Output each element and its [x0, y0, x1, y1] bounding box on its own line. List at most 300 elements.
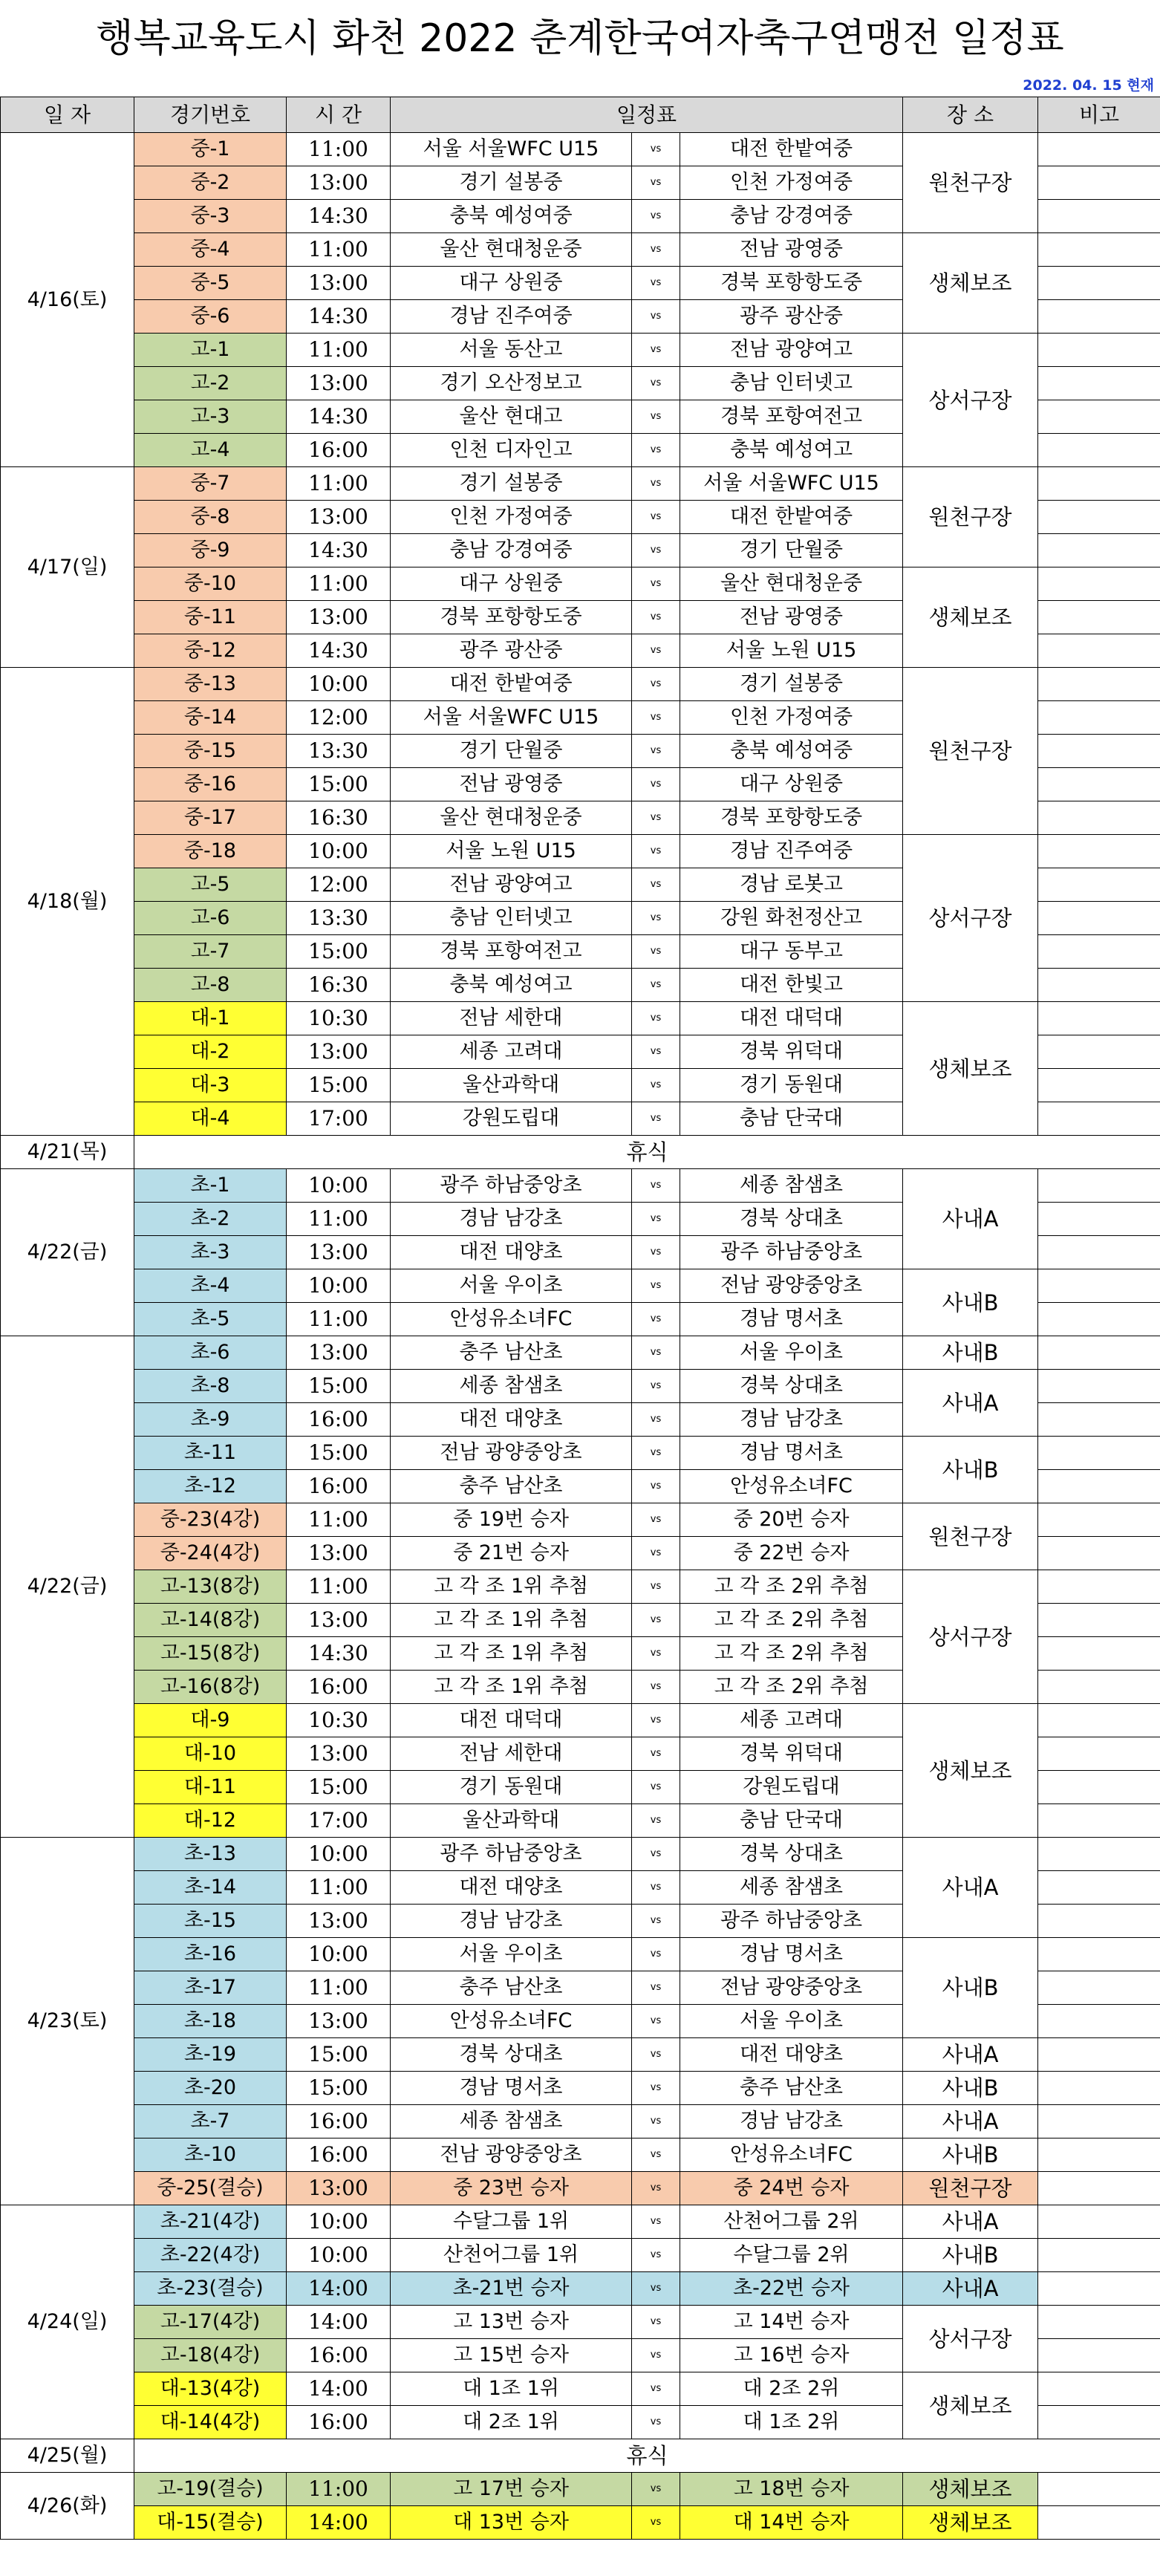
- note-cell: [1038, 567, 1160, 601]
- vs-label: vs: [632, 300, 680, 334]
- table-row: [1, 1838, 1160, 1871]
- venue-cell: 생체보조: [903, 1704, 1038, 1838]
- game-number: 고-8: [134, 969, 287, 1002]
- note-cell: [1038, 434, 1160, 467]
- game-number: 초-16: [134, 1938, 287, 1971]
- away-team: 대 1조 2위: [680, 2406, 903, 2439]
- vs-label: vs: [632, 1437, 680, 1470]
- vs-label: vs: [632, 1905, 680, 1938]
- note-cell: [1038, 1871, 1160, 1905]
- note-cell: [1038, 1737, 1160, 1771]
- home-team: 초-21번 승자: [391, 2272, 632, 2306]
- vs-label: vs: [632, 1303, 680, 1336]
- away-team: 전남 광양중앙초: [680, 1971, 903, 2005]
- game-number: 초-23(결승): [134, 2272, 287, 2306]
- away-team: 서울 노원 U15: [680, 634, 903, 668]
- game-number: 대-14(4강): [134, 2406, 287, 2439]
- game-number: 초-10: [134, 2138, 287, 2172]
- home-team: 경기 설봉중: [391, 467, 632, 501]
- game-number: 초-7: [134, 2105, 287, 2138]
- game-time: 12:00: [287, 868, 391, 902]
- vs-label: vs: [632, 634, 680, 668]
- game-time: 11:00: [287, 1503, 391, 1537]
- venue-cell: 생체보조: [903, 567, 1038, 668]
- table-row: [1, 2272, 1160, 2306]
- game-number: 고-5: [134, 868, 287, 902]
- away-team: 울산 현대청운중: [680, 567, 903, 601]
- vs-label: vs: [632, 1604, 680, 1637]
- vs-label: vs: [632, 534, 680, 567]
- note-cell: [1038, 200, 1160, 233]
- note-cell: [1038, 868, 1160, 902]
- away-team: 경북 포항여전고: [680, 400, 903, 434]
- home-team: 대구 상원중: [391, 567, 632, 601]
- vs-label: vs: [632, 2372, 680, 2406]
- header-date: 일 자: [1, 97, 134, 133]
- game-number: 초-3: [134, 1236, 287, 1269]
- note-cell: [1038, 601, 1160, 634]
- rest-row: [1, 2439, 1160, 2473]
- venue-cell: 생체보조: [903, 233, 1038, 334]
- away-team: 산천어그룹 2위: [680, 2205, 903, 2239]
- away-team: 경남 명서초: [680, 1303, 903, 1336]
- away-team: 초-22번 승자: [680, 2272, 903, 2306]
- away-team: 서울 서울WFC U15: [680, 467, 903, 501]
- game-number: 중-9: [134, 534, 287, 567]
- note-cell: [1038, 2306, 1160, 2339]
- schedule-table: [0, 97, 1160, 2540]
- game-time: 14:30: [287, 300, 391, 334]
- home-team: 울산과학대: [391, 1804, 632, 1838]
- home-team: 대전 대양초: [391, 1236, 632, 1269]
- away-team: 경북 포항항도중: [680, 267, 903, 300]
- venue-cell: 사내A: [903, 2105, 1038, 2138]
- table-row: [1, 1370, 1160, 1403]
- note-cell: [1038, 902, 1160, 935]
- game-number: 중-16: [134, 768, 287, 801]
- note-cell: [1038, 2205, 1160, 2239]
- date-cell: 4/23(토): [1, 1838, 134, 2205]
- game-time: 15:00: [287, 935, 391, 969]
- away-team: 고 각 조 2위 추첨: [680, 1637, 903, 1671]
- away-team: 경남 진주여중: [680, 835, 903, 868]
- away-team: 세종 참샘초: [680, 1169, 903, 1203]
- vs-label: vs: [632, 267, 680, 300]
- note-cell: [1038, 668, 1160, 701]
- game-number: 대-3: [134, 1069, 287, 1102]
- game-number: 초-14: [134, 1871, 287, 1905]
- vs-label: vs: [632, 735, 680, 768]
- note-cell: [1038, 2105, 1160, 2138]
- note-cell: [1038, 1905, 1160, 1938]
- vs-label: vs: [632, 166, 680, 200]
- vs-label: vs: [632, 2239, 680, 2272]
- home-team: 산천어그룹 1위: [391, 2239, 632, 2272]
- game-number: 중-25(결승): [134, 2172, 287, 2205]
- game-time: 16:30: [287, 801, 391, 835]
- away-team: 고 16번 승자: [680, 2339, 903, 2372]
- note-cell: [1038, 935, 1160, 969]
- venue-cell: 사내B: [903, 2138, 1038, 2172]
- away-team: 충남 단국대: [680, 1804, 903, 1838]
- note-cell: [1038, 300, 1160, 334]
- home-team: 안성유소녀FC: [391, 2005, 632, 2038]
- note-cell: [1038, 467, 1160, 501]
- venue-cell: 생체보조: [903, 2372, 1038, 2439]
- away-team: 전남 광영중: [680, 601, 903, 634]
- note-cell: [1038, 701, 1160, 735]
- note-cell: [1038, 2138, 1160, 2172]
- game-number: 고-13(8강): [134, 1570, 287, 1604]
- vs-label: vs: [632, 567, 680, 601]
- vs-label: vs: [632, 1269, 680, 1303]
- away-team: 충남 강경여중: [680, 200, 903, 233]
- game-time: 13:30: [287, 735, 391, 768]
- away-team: 대구 상원중: [680, 768, 903, 801]
- note-cell: [1038, 801, 1160, 835]
- away-team: 인천 가정여중: [680, 701, 903, 735]
- home-team: 인천 가정여중: [391, 501, 632, 534]
- away-team: 대구 동부고: [680, 935, 903, 969]
- away-team: 충남 인터넷고: [680, 367, 903, 400]
- home-team: 전남 세한대: [391, 1002, 632, 1035]
- note-cell: [1038, 1169, 1160, 1203]
- game-time: 15:00: [287, 1370, 391, 1403]
- home-team: 충주 남산초: [391, 1470, 632, 1503]
- home-team: 울산 현대고: [391, 400, 632, 434]
- home-team: 안성유소녀FC: [391, 1303, 632, 1336]
- game-time: 11:00: [287, 1871, 391, 1905]
- game-time: 10:00: [287, 1269, 391, 1303]
- venue-cell: 사내A: [903, 2038, 1038, 2072]
- note-cell: [1038, 1069, 1160, 1102]
- game-time: 13:00: [287, 2005, 391, 2038]
- note-cell: [1038, 1102, 1160, 1136]
- game-number: 초-1: [134, 1169, 287, 1203]
- venue-cell: 상서구장: [903, 835, 1038, 1002]
- note-cell: [1038, 2239, 1160, 2272]
- note-cell: [1038, 1236, 1160, 1269]
- game-number: 중-15: [134, 735, 287, 768]
- game-time: 13:00: [287, 367, 391, 400]
- game-time: 14:00: [287, 2506, 391, 2540]
- game-number: 중-11: [134, 601, 287, 634]
- home-team: 서울 노원 U15: [391, 835, 632, 868]
- game-time: 13:30: [287, 902, 391, 935]
- game-number: 고-2: [134, 367, 287, 400]
- game-number: 초-2: [134, 1203, 287, 1236]
- note-cell: [1038, 735, 1160, 768]
- away-team: 대 14번 승자: [680, 2506, 903, 2540]
- game-time: 10:30: [287, 1002, 391, 1035]
- home-team: 강원도립대: [391, 1102, 632, 1136]
- vs-label: vs: [632, 601, 680, 634]
- vs-label: vs: [632, 2105, 680, 2138]
- vs-label: vs: [632, 1737, 680, 1771]
- away-team: 세종 고려대: [680, 1704, 903, 1737]
- home-team: 고 각 조 1위 추첨: [391, 1604, 632, 1637]
- vs-label: vs: [632, 2038, 680, 2072]
- game-number: 대-15(결승): [134, 2506, 287, 2540]
- game-time: 13:00: [287, 1336, 391, 1370]
- note-cell: [1038, 1503, 1160, 1537]
- venue-cell: 원천구장: [903, 467, 1038, 567]
- vs-label: vs: [632, 1704, 680, 1737]
- game-number: 초-15: [134, 1905, 287, 1938]
- venue-cell: 원천구장: [903, 668, 1038, 835]
- note-cell: [1038, 2473, 1160, 2506]
- home-team: 대전 한밭여중: [391, 668, 632, 701]
- table-row: [1, 2172, 1160, 2205]
- game-time: 16:00: [287, 2138, 391, 2172]
- vs-label: vs: [632, 668, 680, 701]
- home-team: 경북 상대초: [391, 2038, 632, 2072]
- note-cell: [1038, 1704, 1160, 1737]
- game-number: 고-1: [134, 334, 287, 367]
- note-cell: [1038, 1470, 1160, 1503]
- date-cell: 4/22(금): [1, 1169, 134, 1336]
- game-number: 중-24(4강): [134, 1537, 287, 1570]
- vs-label: vs: [632, 1671, 680, 1704]
- table-row: [1, 1169, 1160, 1203]
- note-cell: [1038, 1771, 1160, 1804]
- game-time: 14:30: [287, 1637, 391, 1671]
- home-team: 경기 동원대: [391, 1771, 632, 1804]
- venue-cell: 사내B: [903, 2072, 1038, 2105]
- home-team: 서울 우이초: [391, 1938, 632, 1971]
- home-team: 경기 설봉중: [391, 166, 632, 200]
- game-time: 15:00: [287, 2038, 391, 2072]
- table-row: [1, 2372, 1160, 2406]
- game-time: 11:00: [287, 133, 391, 166]
- game-number: 중-1: [134, 133, 287, 166]
- note-cell: [1038, 1336, 1160, 1370]
- away-team: 대전 한밭여중: [680, 133, 903, 166]
- home-team: 세종 고려대: [391, 1035, 632, 1069]
- table-row: [1, 2038, 1160, 2072]
- venue-cell: 사내A: [903, 1838, 1038, 1938]
- vs-label: vs: [632, 2473, 680, 2506]
- game-number: 고-7: [134, 935, 287, 969]
- date-cell: 4/17(일): [1, 467, 134, 668]
- game-time: 13:00: [287, 267, 391, 300]
- vs-label: vs: [632, 1169, 680, 1203]
- home-team: 고 각 조 1위 추첨: [391, 1570, 632, 1604]
- game-time: 10:30: [287, 1704, 391, 1737]
- table-row: [1, 334, 1160, 367]
- game-time: 10:00: [287, 1169, 391, 1203]
- vs-label: vs: [632, 233, 680, 267]
- note-cell: [1038, 1437, 1160, 1470]
- note-cell: [1038, 1370, 1160, 1403]
- note-cell: [1038, 835, 1160, 868]
- away-team: 수달그룹 2위: [680, 2239, 903, 2272]
- game-number: 초-5: [134, 1303, 287, 1336]
- game-number: 고-17(4강): [134, 2306, 287, 2339]
- note-cell: [1038, 1971, 1160, 2005]
- table-row: [1, 2072, 1160, 2105]
- away-team: 충주 남산초: [680, 2072, 903, 2105]
- game-time: 10:00: [287, 835, 391, 868]
- home-team: 광주 하남중앙초: [391, 1169, 632, 1203]
- page-title: 행복교육도시 화천 2022 춘계한국여자축구연맹전 일정표: [96, 16, 1064, 61]
- away-team: 고 14번 승자: [680, 2306, 903, 2339]
- away-team: 고 각 조 2위 추첨: [680, 1671, 903, 1704]
- game-number: 초-4: [134, 1269, 287, 1303]
- vs-label: vs: [632, 2072, 680, 2105]
- game-number: 중-5: [134, 267, 287, 300]
- game-number: 초-21(4강): [134, 2205, 287, 2239]
- away-team: 경북 위덕대: [680, 1737, 903, 1771]
- note-cell: [1038, 400, 1160, 434]
- note-cell: [1038, 267, 1160, 300]
- game-number: 고-19(결승): [134, 2473, 287, 2506]
- game-time: 16:00: [287, 1671, 391, 1704]
- home-team: 경북 포항항도중: [391, 601, 632, 634]
- away-team: 서울 우이초: [680, 1336, 903, 1370]
- away-team: 광주 광산중: [680, 300, 903, 334]
- vs-label: vs: [632, 1403, 680, 1437]
- home-team: 고 각 조 1위 추첨: [391, 1671, 632, 1704]
- note-cell: [1038, 1838, 1160, 1871]
- vs-label: vs: [632, 2339, 680, 2372]
- game-number: 중-17: [134, 801, 287, 835]
- game-number: 중-4: [134, 233, 287, 267]
- away-team: 충북 예성여중: [680, 735, 903, 768]
- vs-label: vs: [632, 1871, 680, 1905]
- venue-cell: 사내A: [903, 2205, 1038, 2239]
- vs-label: vs: [632, 367, 680, 400]
- away-team: 경기 동원대: [680, 1069, 903, 1102]
- venue-cell: 사내B: [903, 1437, 1038, 1503]
- venue-cell: 사내B: [903, 1269, 1038, 1336]
- vs-label: vs: [632, 2306, 680, 2339]
- vs-label: vs: [632, 1838, 680, 1871]
- note-cell: [1038, 969, 1160, 1002]
- game-time: 13:00: [287, 1905, 391, 1938]
- home-team: 세종 참샘초: [391, 1370, 632, 1403]
- venue-cell: 생체보조: [903, 1002, 1038, 1136]
- game-number: 초-11: [134, 1437, 287, 1470]
- home-team: 전남 광양여고: [391, 868, 632, 902]
- vs-label: vs: [632, 1236, 680, 1269]
- game-time: 13:00: [287, 1236, 391, 1269]
- note-cell: [1038, 2272, 1160, 2306]
- away-team: 광주 하남중앙초: [680, 1236, 903, 1269]
- note-cell: [1038, 634, 1160, 668]
- note-cell: [1038, 1804, 1160, 1838]
- home-team: 대전 대양초: [391, 1871, 632, 1905]
- game-number: 초-12: [134, 1470, 287, 1503]
- table-row: [1, 2506, 1160, 2540]
- away-team: 대전 한밭여중: [680, 501, 903, 534]
- game-time: 13:00: [287, 166, 391, 200]
- game-time: 14:30: [287, 634, 391, 668]
- note-cell: [1038, 768, 1160, 801]
- home-team: 충주 남산초: [391, 1336, 632, 1370]
- table-row: [1, 668, 1160, 701]
- away-team: 전남 광양중앙초: [680, 1269, 903, 1303]
- away-team: 전남 광영중: [680, 233, 903, 267]
- game-number: 중-3: [134, 200, 287, 233]
- home-team: 고 15번 승자: [391, 2339, 632, 2372]
- note-cell: [1038, 1403, 1160, 1437]
- home-team: 울산과학대: [391, 1069, 632, 1102]
- note-cell: [1038, 1002, 1160, 1035]
- game-time: 11:00: [287, 1203, 391, 1236]
- note-cell: [1038, 1269, 1160, 1303]
- note-cell: [1038, 233, 1160, 267]
- game-number: 고-18(4강): [134, 2339, 287, 2372]
- game-number: 중-18: [134, 835, 287, 868]
- header-time: 시 간: [287, 97, 391, 133]
- away-team: 대전 한빛고: [680, 969, 903, 1002]
- game-number: 대-10: [134, 1737, 287, 1771]
- vs-label: vs: [632, 1971, 680, 2005]
- game-number: 초-18: [134, 2005, 287, 2038]
- note-cell: [1038, 501, 1160, 534]
- date-cell: 4/18(월): [1, 668, 134, 1136]
- table-row: [1, 1503, 1160, 1537]
- vs-label: vs: [632, 467, 680, 501]
- game-number: 대-11: [134, 1771, 287, 1804]
- away-team: 광주 하남중앙초: [680, 1905, 903, 1938]
- vs-label: vs: [632, 1570, 680, 1604]
- note-cell: [1038, 334, 1160, 367]
- table-row: [1, 1938, 1160, 1971]
- vs-label: vs: [632, 400, 680, 434]
- home-team: 세종 참샘초: [391, 2105, 632, 2138]
- table-row: [1, 567, 1160, 601]
- game-number: 중-13: [134, 668, 287, 701]
- note-cell: [1038, 1637, 1160, 1671]
- game-number: 고-6: [134, 902, 287, 935]
- game-time: 16:00: [287, 434, 391, 467]
- away-team: 대 2조 2위: [680, 2372, 903, 2406]
- vs-label: vs: [632, 1002, 680, 1035]
- home-team: 대구 상원중: [391, 267, 632, 300]
- home-team: 서울 우이초: [391, 1269, 632, 1303]
- game-time: 16:00: [287, 2406, 391, 2439]
- home-team: 경남 남강초: [391, 1203, 632, 1236]
- away-team: 전남 광양여고: [680, 334, 903, 367]
- as-of-date: 2022. 04. 15 현재: [1023, 77, 1154, 94]
- home-team: 고 17번 승자: [391, 2473, 632, 2506]
- vs-label: vs: [632, 1069, 680, 1102]
- home-team: 울산 현대청운중: [391, 233, 632, 267]
- table-row: [1, 2473, 1160, 2506]
- game-number: 중-2: [134, 166, 287, 200]
- vs-label: vs: [632, 2272, 680, 2306]
- note-cell: [1038, 1938, 1160, 1971]
- game-time: 15:00: [287, 768, 391, 801]
- vs-label: vs: [632, 1804, 680, 1838]
- game-time: 15:00: [287, 1437, 391, 1470]
- away-team: 고 각 조 2위 추첨: [680, 1570, 903, 1604]
- game-number: 중-10: [134, 567, 287, 601]
- game-time: 10:00: [287, 668, 391, 701]
- vs-label: vs: [632, 801, 680, 835]
- vs-label: vs: [632, 133, 680, 166]
- vs-label: vs: [632, 2205, 680, 2239]
- game-number: 대-2: [134, 1035, 287, 1069]
- away-team: 경북 상대초: [680, 1838, 903, 1871]
- home-team: 전남 세한대: [391, 1737, 632, 1771]
- header-note: 비고: [1038, 97, 1160, 133]
- game-time: 13:00: [287, 1035, 391, 1069]
- away-team: 경남 남강초: [680, 1403, 903, 1437]
- away-team: 경남 명서초: [680, 1938, 903, 1971]
